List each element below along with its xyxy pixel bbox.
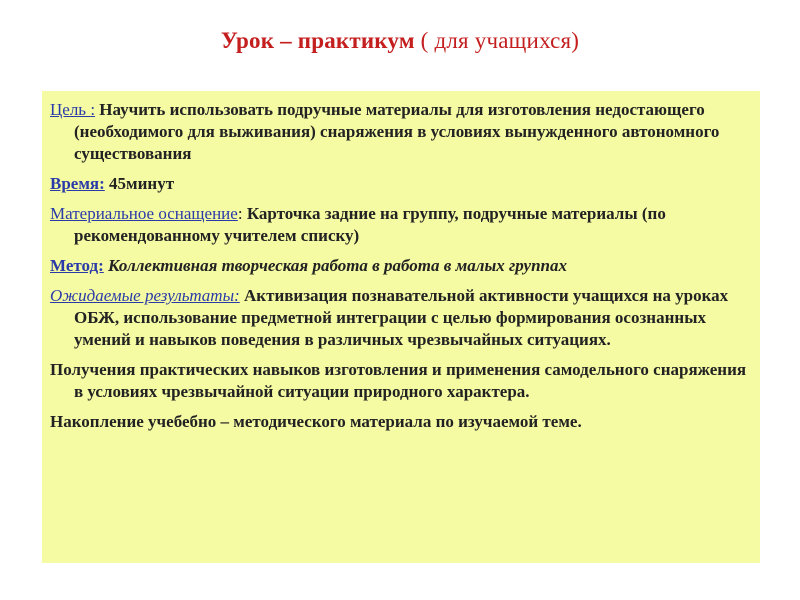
method-paragraph <box>50 255 750 277</box>
content-box <box>42 91 760 563</box>
goal-separator[interactable]: : <box>90 100 96 119</box>
title-subtitle: ( для учащихся) <box>414 28 580 53</box>
results-label[interactable]: Ожидаемые результаты: <box>50 286 240 305</box>
time-label[interactable]: Время: <box>50 174 105 193</box>
title-main: Урок – практикум <box>220 28 415 53</box>
equipment-label[interactable]: Материальное оснащение <box>50 204 238 223</box>
results-text: Активизация познавательной активности учащихся на уроках ОБЖ, использование предметной интеграции с целью формирования осознанных умений и навыков поведения в различных чрезвычайных ситуациях. <box>74 286 729 349</box>
slide-title <box>0 28 800 54</box>
results-paragraph <box>50 285 750 351</box>
skills-paragraph: Получения практических навыков изготовления и применения самодельного снаряжения в условиях чрезвычайной ситуации природного характера. <box>50 360 747 401</box>
equipment-separator: : <box>237 204 243 223</box>
method-text: Коллективная творческая работа в работа в малых группах <box>103 256 568 275</box>
goal-text: Научить использовать подручные материалы для изготовления недостающего (необходимого для выживания) снаряжения в условиях вынужденного автономного существования <box>74 100 720 163</box>
equipment-paragraph <box>50 203 750 247</box>
goal-paragraph <box>50 99 750 165</box>
time-text: 45минут <box>104 174 175 193</box>
goal-label[interactable]: Цель <box>50 100 91 119</box>
accumulation-paragraph: Накопление учебебно – методического материала по изучаемой теме. <box>50 412 582 431</box>
method-label[interactable]: Метод: <box>50 256 104 275</box>
time-paragraph <box>50 173 750 195</box>
equipment-text: Карточка задние на группу, подручные материалы (по рекомендованному учителем списку) <box>74 204 666 245</box>
